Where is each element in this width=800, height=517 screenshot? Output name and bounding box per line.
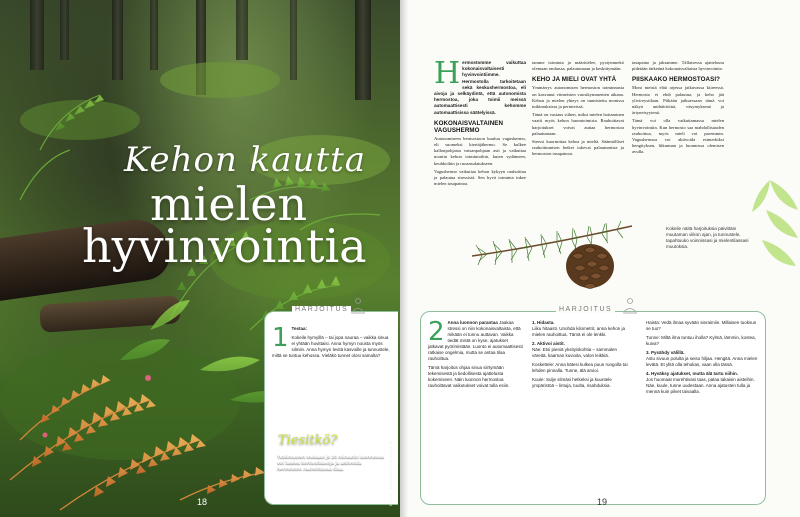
exercise-1 [272, 323, 390, 362]
step-1-title: 1. Hidasta. [532, 320, 555, 325]
exercise-caption: Kokeile näitä harjoituksia päivittäin muutaman viikon ajan, ja tunnustele, tapahtuuko voinnissasi ja mielentilassasi muutoksia. [666, 226, 749, 249]
exercise-2-continued [646, 320, 758, 398]
senses-smell: Haista: Vedä ilmaa syvään sieraimiin. Millaisen tuoksun se tuo? [646, 320, 757, 331]
page-number-left: 18 [197, 497, 208, 507]
senses-feel: Tunne: Miltä ilma tuntuu iholla? Kylmä, lämmin, kostea, kuiva? [646, 335, 756, 346]
title-line-hyvinvointia: hyvinvointia [82, 219, 367, 273]
exercise-2 [428, 317, 628, 392]
title-script-line: Kehon kautta [124, 140, 367, 180]
title-line-mielen: mielen [150, 177, 308, 231]
step-4-text: Jos huomaat murehtivasi taas, palaa takaisin aisteihin. Näe, kuule, tunne uudestaan. Anna ajatusten tulla ja mennä kuin pilvet taivaalla. [646, 377, 755, 394]
photo-credit: KUVAT: ADOBESTOCK/ANETTE [388, 440, 393, 507]
exercise-number: 2 [428, 317, 445, 347]
article-column-2 [532, 60, 624, 158]
exercise-2-text: Jaakaa stressi on niin kokonaisvaltaista, että mikään ei tunnu auttavan. Vaikka tiedät mistä on kyse, ajatukset jatkavat pyörimistään. Luonto ei automaattisesti ratkaise ongelmia, mutta se antaa tilaa rauhoittua. [428, 320, 523, 361]
step-3-title: 3. Pysähdy välillä. [646, 350, 685, 355]
paragraph: Stressi kuormittaa kehoa ja mieltä. Säännölliset rauhoittumisen hetket tukevat palautumista ja hermoston tasapainoa. [532, 139, 624, 157]
exercise-label: HARJOITUS [292, 306, 351, 313]
paragraph: Vagushermo vaikuttaa kehon kykyyn rauhoittua ja palautua stressistä. Sen hyvä toiminta tukee mielen tasapainoa. [434, 168, 526, 187]
step-2-title: 2. Aktivoi aistit. [532, 341, 565, 346]
step-1-text: Liiku hitaasti. Unohda kilometrit, anna kehon ja mielen rauhoittua. Tämä ei ole lenkki. [532, 326, 626, 337]
exercise-1-text: Kokeile hymyillä – tai jopa nauraa – vaikka sinua ei yhtään huvittaisi. Anna hymyn nousta myös silmiin. Anna hymyn levitä kasvoille ja tunnustele, miltä se tuntuu kehossa. Vieläkö tunnet olosi samalta? [272, 335, 390, 358]
exercise-2-title: Anna luonnon parantaa [447, 320, 498, 325]
drop-cap: H [434, 56, 461, 91]
pine-cone-illustration [462, 206, 662, 298]
article-intro: ermostomme vaikuttaa kokonaisvaltaisesti hyvinvointiimme. Hermostolla tarkoitetaan sekä keskushermostoa, eli aivoja ja selkäydintä, että autonomista hermostoa, joka toimii meissä automaattisesti kehomme automaattisissa säätelyissä. [434, 60, 526, 115]
paragraph: Tämä on vastaus siihen, miksi mielen hoitaminen vaatii myös kehon huomioimista. Rauhoittavat harjoitukset voivat auttaa hermostoa palautumaan. [532, 112, 624, 136]
page-spine [400, 0, 408, 517]
paragraph: Moni meistä elää arjessa jatkuvassa kiireessä. Hermosto ei ehdi palautua, ja keho jää ylivireystilaan. Pitkään jatkuessaan tämä voi näkyä unihäiriöinä, väsymyksenä ja ärtyneisyytenä. [632, 85, 724, 116]
subheading-vagushermo: KOKONAISVALTAINEN VAGUSHERMO [434, 119, 504, 134]
paragraph: Tämä voi olla vaikuttamassa mielen hyvinvointiin. Kun hermosto saa mahdollisuuden rauhoittua, myös mieli voi paremmin. Vagushermoa voi aktivoida esimerkiksi hengityksen, liikunnan ja luonnossa olemisen avulla. [632, 118, 724, 155]
meditation-icon [620, 296, 640, 316]
did-you-know-text: Tutkimusten mukaan jo 20 minuutin luonnossa voi laskea kortisolitasoja ja aktivoida hermoston rauhoittavaa tilaa. [277, 455, 384, 473]
senses-touch: Koskettele: Anna kätesi kulkea puun rungolla tai lehden pinnalla. Tunne, älä arvioi. [532, 362, 628, 373]
exercise-1-title: Testaa: [291, 326, 307, 331]
exercise-number: 1 [272, 323, 289, 353]
did-you-know-title: Tiesitkö? [278, 433, 338, 448]
meditation-icon [348, 296, 368, 316]
article-text-page [400, 0, 800, 517]
subheading-piiskaako: PIISKAAKO HERMOSTOASI? [632, 76, 721, 84]
step-3-text: Astu sivuun polulta ja seiso hiljaa. Hengitä. Anna mielen levätä. Et ylitä olla tehokas, vaan olla tässä. [646, 356, 758, 367]
paragraph: Autonomiseen hermostoon kuuluu vagushermo, eli suomeksi kiertäjähermo. Se kulkee kallonpohjasta vatsanpohjaan asti ja vaikuttaa moniin kehon toimintoihin, kuten sydämeen, keuhkoihin ja ruoansulatukseen. [434, 135, 526, 166]
exercise-2-text2: Tämä harjoitus ohjaa sinua siirtymään tekemisestä ja tiedollisesta ajattelusta kokemiseen. Näin luonnon hermostoa rauhoittavat vaikutukset voivat tulla esiin. [428, 365, 510, 388]
step-4-title: 4. Hyväksy ajatukset, mutta älä tartu niihin. [646, 371, 739, 376]
leaf-decoration-icon [740, 170, 800, 280]
article-column-3 [632, 60, 724, 156]
subheading-keho-ja-mieli: KEHO JA MIELI OVAT YHTÄ [532, 76, 617, 84]
paragraph: tasapaino ja jaksamme. Tällaisessa ajattelussa pidetään tärkeänä kokonaisvaltaista hyvinvointia. [632, 60, 724, 72]
page-number-right: 19 [597, 497, 608, 507]
senses-hear: Kuule: Sulje silmäsi hetkeksi ja kuuntele ympäristöä – lintuja, tuulta, risahduksia. [532, 377, 612, 388]
paragraph: tamme toiminta ja määrittelee, pystymmekö olemaan rauhassa, palautumaan ja keskittymään. [532, 60, 624, 72]
exercise-label: HARJOITUS [556, 306, 615, 313]
paragraph: Ymmärrys autonomisen hermoston toiminnasta on kasvanut viimeisten vuosikymmenten aikana. Kehon ja mielen yhteys on tunnistettu monissa tutkimuksissa ja perinteissä. [532, 85, 624, 110]
step-2-text: Näe: Etsi pieniä yksityiskohtia – sammalen väreitä, kaarnan kuvioita, valon leikkiä. [532, 347, 618, 358]
article-column-1 [434, 56, 526, 187]
